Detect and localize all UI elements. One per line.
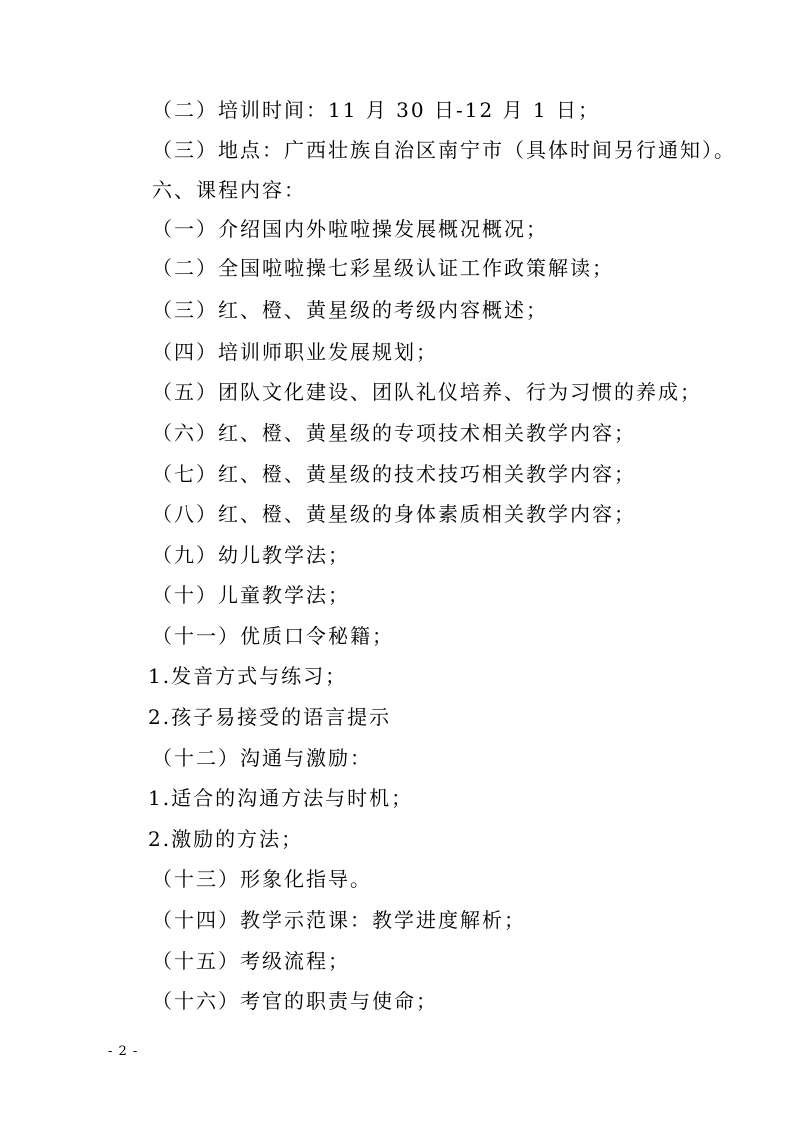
course-item-12: （十二）沟通与激励： <box>152 746 372 770</box>
course-item-14: （十四）教学示范课：教学进度解析； <box>152 908 526 932</box>
course-item-4: （四）培训师职业发展规划； <box>152 340 438 364</box>
course-item-13: （十三）形象化指导。 <box>152 867 372 891</box>
course-item-9: （九）幼儿教学法； <box>152 543 350 567</box>
course-item-16: （十六）考官的职责与使命； <box>152 989 438 1013</box>
course-item-7: （七）红、橙、黄星级的技术技巧相关教学内容； <box>152 462 636 486</box>
course-item-8: （八）红、橙、黄星级的身体素质相关教学内容； <box>152 502 636 526</box>
page-number: - 2 - <box>108 1044 139 1059</box>
sub-item-12-1: 1.适合的沟通方法与时机； <box>148 786 414 810</box>
section-heading-course-content: 六、课程内容： <box>152 178 306 202</box>
course-item-1: （一）介绍国内外啦啦操发展概况概况； <box>152 217 548 241</box>
course-item-3: （三）红、橙、黄星级的考级内容概述； <box>152 298 548 322</box>
location-line: （三）地点：广西壮族自治区南宁市（具体时间另行通知）。 <box>152 138 736 162</box>
sub-item-11-1: 1.发音方式与练习； <box>148 664 348 688</box>
sub-item-11-2: 2.孩子易接受的语言提示 <box>148 705 392 729</box>
course-item-5: （五）团队文化建设、团队礼仪培养、行为习惯的养成； <box>152 380 702 404</box>
course-item-15: （十五）考级流程； <box>152 949 350 973</box>
course-item-2: （二）全国啦啦操七彩星级认证工作政策解读； <box>152 256 614 280</box>
course-item-6: （六）红、橙、黄星级的专项技术相关教学内容； <box>152 421 636 445</box>
course-item-11: （十一）优质口令秘籍； <box>152 624 394 648</box>
training-time-line: （二）培训时间：11 月 30 日-12 月 1 日； <box>152 98 600 122</box>
sub-item-12-2: 2.激励的方法； <box>148 827 304 851</box>
course-item-10: （十）儿童教学法； <box>152 583 350 607</box>
